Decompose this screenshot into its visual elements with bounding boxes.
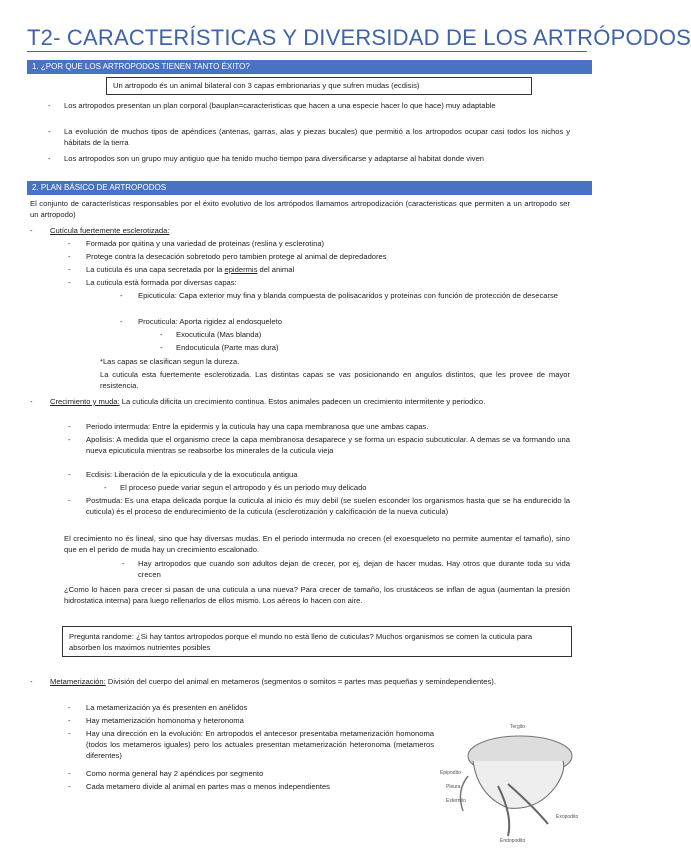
list-item: La cuticula està formada por diversas capas:	[86, 278, 237, 287]
bullet: -	[68, 470, 71, 479]
list-item-text: La cuticula és una capa secretada por la	[86, 265, 223, 274]
list-item: La evolución de muchos tipos de apéndices (antenas, garras, alas y piezas bucales) que permitió a los artropodos ocupar casi todos los nichos y hábitats de la tierra	[64, 127, 570, 147]
procuticula-item: Exocuticula (Mas blanda)	[176, 330, 262, 339]
bullet: -	[120, 317, 123, 326]
bullet: -	[68, 435, 71, 444]
segment-body-shape	[473, 761, 564, 808]
list-item: Hay una dirección en la evolución: En artropodos el antecesor presentaba metamerización homonoma (todos los metameros iguales) pero los actuales presentan metamerización heteronoma (metameros diferentes)	[86, 729, 434, 760]
bullet: -	[104, 483, 107, 492]
list-item: Apolisis: A medida que el organismo crece la capa membranosa desaparece y se forma un espacio subcuticular. A demas se va formando una nueva epicuticula mientras se reabsorbe los minerales de la cuticula vieja	[86, 435, 570, 455]
bullet: -	[30, 226, 33, 235]
epipodite-shape	[460, 776, 468, 811]
bullet: -	[68, 729, 71, 738]
page-title: T2- CARACTERÍSTICAS Y DIVERSIDAD DE LOS ARTRÓPODOS	[27, 25, 691, 50]
label-exopodito: Exopodito	[556, 814, 579, 820]
bullet: -	[68, 782, 71, 791]
crecimiento-paragraph	[50, 396, 570, 407]
crecimiento-paragraph-2: El crecimiento no és lineal, sino que hay diversas mudas. En el periodo intermuda no crecen (el exoesqueleto no permite aumentar el tamaño), sino que en el perido de muda hay un crecimiento escalonado.	[64, 534, 570, 554]
bullet: -	[68, 252, 71, 261]
section-2-header: 2. PLAN BÁSICO DE ARTROPODOS	[27, 181, 592, 195]
bullet: -	[30, 397, 33, 406]
bullet: -	[48, 154, 51, 163]
segment-diagram	[438, 716, 588, 844]
label-esternito: Esternito	[446, 798, 466, 804]
procuticula-item: Endocuticula (Parte mas dura)	[176, 343, 279, 352]
bullet: -	[160, 343, 163, 352]
bullet: -	[122, 559, 125, 568]
bullet: -	[48, 127, 51, 136]
list-item: Cada metamero divide al animal en partes mas o menos independientes	[86, 782, 330, 791]
sub-item: Hay artropodos que cuando son adultos dejan de crecer, por ej, dejan de hacer mudas. Hay otros que durante toda su vida crecen	[138, 559, 570, 579]
metamerizacion-paragraph	[50, 676, 570, 687]
list-item: Formada por quitina y una variedad de proteinas (reslina y esclerotina)	[86, 239, 325, 248]
list-item-tail: del animal	[259, 265, 295, 274]
label-endopodito: Endopodito	[500, 838, 526, 844]
metamerizacion-title: Metamerización:	[50, 677, 106, 686]
bullet: -	[68, 769, 71, 778]
list-item: Los artropodos presentan un plan corporal (bauplan=caracteristicas que hacen a una especie hacer lo que hace) muy adaptable	[64, 101, 496, 110]
bullet: -	[68, 278, 71, 287]
list-item: Hay metamerización homonoma y heteronoma	[86, 716, 244, 725]
note: La cuticula esta fuertemente esclerotizada. Las distintas capas se vas posicionando en angulos distintos, que les provee de mayor resistencia.	[100, 370, 570, 390]
label-pleura: Pleura	[446, 784, 461, 790]
section-2-intro: El conjunto de características responsables por el éxito evolutivo de los artrópodos llamamos artropodización (caracteristicas que permiten a un artropodo ser un artropodo)	[30, 199, 570, 219]
list-item: Los artropodos son un grupo muy antiguo que ha tenido mucho tiempo para diversificarse y adaptarse al habitat donde viven	[64, 154, 485, 163]
bullet: -	[120, 291, 123, 300]
bullet: -	[68, 265, 71, 274]
list-item	[86, 264, 294, 275]
section-1-header: 1. ¿POR QUE LOS ARTROPODOS TIENEN TANTO ÉXITO?	[27, 60, 592, 74]
list-item: Ecdisis: Liberación de la epicuticula y de la exocuticula antigua	[86, 470, 298, 479]
bullet: -	[160, 330, 163, 339]
bullet: -	[68, 239, 71, 248]
bullet: -	[68, 703, 71, 712]
capa-item: Procuticula: Aporta rigidez al endosqueleto	[138, 317, 282, 326]
cuticula-title: Cutícula fuertemente esclerotizada:	[50, 226, 170, 235]
note: *Las capas se clasifican segun la dureza.	[100, 357, 240, 366]
crecimiento-text: La cuticula dificita un crecimiento continua. Estos animales padecen un crecimiento intermitente y periodico.	[119, 397, 486, 406]
capa-item: Epicuticula: Capa exterior muy fina y blanda compuesta de polisacaridos y proteinas con función de protección de desecarse	[138, 291, 559, 300]
list-item: Protege contra la desecación sobretodo pero tambien protege al animal de depredadores	[86, 252, 387, 261]
bullet: -	[68, 716, 71, 725]
label-tergito: Tergito	[510, 724, 526, 730]
label-epipodito: Epipodito	[440, 770, 461, 776]
list-item: La metamerización ya és presenten en anélidos	[86, 703, 248, 712]
list-item: Como norma general hay 2 apéndices por segmento	[86, 769, 264, 778]
question-box: Pregunta randome: ¿Si hay tantos artropodos porque el mundo no està lleno de cuticulas? Muchos organismos se comen la cuticula para absorben los maximos nutrientes posibles	[62, 626, 572, 657]
definition-box: Un artropodo és un animal bilateral con 3 capas embrionarias y que sufren mudas (ecdisis)	[106, 77, 532, 95]
epidermis-term: epidermis	[224, 265, 258, 274]
bullet: -	[68, 496, 71, 505]
list-item: Periodo intermuda: Entre la epidermis y la cuticula hay una capa membranosa que une ambas capas.	[86, 422, 429, 431]
list-item: Postmuda: Es una etapa delicada porque la cuticula al inicio és muy debil (se suelen esconder los organismos hasta que se ha endurecido la cuticula) és el proceso de endurecimiento de la cuticula (esclerotización y calcificación de la nueva cuticula)	[86, 496, 570, 516]
bullet: -	[30, 677, 33, 686]
bullet: -	[48, 101, 51, 110]
bullet: -	[68, 422, 71, 431]
sub-item: El proceso puede variar segun el artropodo y és un periodo muy delicado	[120, 483, 367, 492]
crecimiento-question: ¿Como lo hacen para crecer si pasan de una cuticula a una nueva? Para crecer de tamaño, los crustáceos se inflan de agua (aumentan la presión hidrostatica interna) para luego rellenarlos de ellos mismo. Los aéreos lo hacen con aire.	[64, 585, 570, 605]
crecimiento-title: Crecimiento y muda:	[50, 397, 120, 406]
metamerizacion-text: División del cuerpo del animal en metameros (segmentos o somitos = partes mas pequeñas y semindependientes).	[105, 677, 496, 686]
